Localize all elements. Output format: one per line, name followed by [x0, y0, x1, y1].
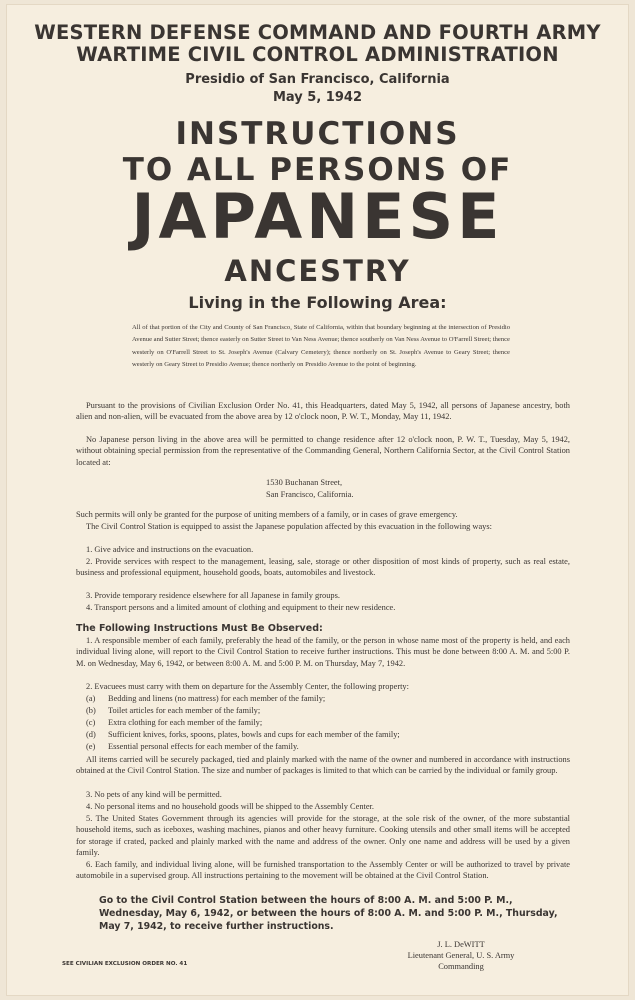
- paragraph-permits: Such permits will only be granted for the purpose of uniting members of a family, or in cases of grave emergency.: [76, 510, 458, 519]
- property-item: [86, 693, 570, 704]
- paragraph-packaging: All items carried will be securely packaged, tied and plainly marked with the name of the owner and numbered in accordance with instructions obtained at the Civil Control Station. The size and number of packages is limited to that which can be carried by the individual or family group.: [76, 755, 570, 776]
- header-location: Presidio of San Francisco, California: [185, 72, 450, 87]
- instruction-3: 3. No pets of any kind will be permitted.: [86, 790, 222, 799]
- property-label: (a): [86, 694, 96, 703]
- paragraph-station-services: The Civil Control Station is equipped to assist the Japanese population affected by this evacuation in the following ways:: [86, 522, 492, 531]
- header-date: May 5, 1942: [272, 90, 362, 105]
- service-item: 3. Provide temporary residence elsewhere for all Japanese in family groups.: [86, 591, 340, 600]
- property-text: Essential personal effects for each member of the family.: [108, 742, 299, 751]
- paragraph-residence-change: No Japanese person living in the above area will be permitted to change residence after 12 o'clock noon, P. W. T., Tuesday, May 5, 1942, without obtaining special permission from the representative of the Commanding General, Northern California Sector, at the Civil Control Station located at:: [76, 435, 570, 467]
- signature-name: J. L. DeWITT: [437, 940, 485, 949]
- signature-title: Commanding: [438, 962, 484, 971]
- instructions-heading: The Following Instructions Must Be Observed:: [76, 623, 323, 634]
- service-item: 2. Provide services with respect to the management, leasing, sale, storage or other disposition of most kinds of property, such as real estate, business and professional equipment, household goods, boats, automobiles and livestock.: [76, 557, 570, 578]
- instruction-5: 5. The United States Government through its agencies will provide for the storage, at the sole risk of the owner, of the more substantial household items, such as iceboxes, washing machines, pianos and other heavy furniture. Cooking utensils and other small items will be accepted for storage if crated, packed and plainly marked with the name and address of the owner. Only one name and address will be used by a given family.: [76, 814, 570, 858]
- service-item: 4. Transport persons and a limited amount of clothing and equipment to their new residence.: [86, 603, 396, 612]
- instruction-1: 1. A responsible member of each family, preferably the head of the family, or the person in whose name most of the property is held, and each individual living alone, will report to the Civil Control Station to receive further instructions. This must be done between 8:00 A. M. and 5:00 P. M. on Wednesday, May 6, 1942, or between 8:00 A. M. and 5:00 P. M. on Thursday, May 7, 1942.: [76, 636, 570, 668]
- title-japanese: JAPANESE: [131, 180, 504, 253]
- property-label: (e): [86, 742, 96, 751]
- instruction-6: 6. Each family, and individual living alone, will be furnished transportation to the Assembly Center or will be authorized to travel by private automobile in a supervised group. All instructions pertaining to the movement will be obtained at the Civil Control Station.: [76, 860, 570, 881]
- property-label: (b): [86, 706, 96, 715]
- property-text: Sufficient knives, forks, spoons, plates, bowls and cups for each member of the family;: [108, 730, 400, 739]
- property-text: Extra clothing for each member of the family;: [108, 718, 263, 727]
- title-line-1: INSTRUCTIONS: [175, 116, 460, 152]
- signature-rank: Lieutenant General, U. S. Army: [407, 951, 515, 960]
- title-line-2: TO ALL PERSONS OF: [122, 152, 513, 188]
- address-line-2: San Francisco, California.: [266, 490, 354, 499]
- property-label: (d): [86, 730, 96, 739]
- footer-order-reference: SEE CIVILIAN EXCLUSION ORDER NO. 41: [62, 961, 188, 967]
- instruction-2: 2. Evacuees must carry with them on departure for the Assembly Center, the following property:: [86, 682, 409, 691]
- poster: [6, 4, 629, 996]
- area-subtitle: Living in the Following Area:: [188, 293, 447, 312]
- header-line-2: WARTIME CIVIL CONTROL ADMINISTRATION: [76, 43, 559, 66]
- property-item: [86, 705, 570, 716]
- title-line-4: ANCESTRY: [224, 254, 411, 288]
- property-item: [86, 741, 570, 752]
- address-line-1: 1530 Buchanan Street,: [266, 478, 343, 487]
- property-item: [86, 729, 570, 740]
- property-item: [86, 717, 570, 728]
- property-text: Toilet articles for each member of the family;: [108, 706, 261, 715]
- instruction-4: 4. No personal items and no household goods will be shipped to the Assembly Center.: [86, 802, 374, 811]
- area-description: All of that portion of the City and County of San Francisco, State of California, within that boundary beginning at the intersection of Presidio Avenue and Sutter Street; thence easterly on Sutter Street to Van Ness Avenue; thence southerly on Van Ness Avenue to O'Farrell Street; thence westerly on O'Farrell Street to St. Joseph's Avenue (Calvary Cemetery); thence northerly on St. Joseph's Avenue to Geary Street; thence westerly on Geary Street to Presidio Avenue; thence northerly on Presidio Avenue to the point of beginning.: [132, 324, 510, 369]
- header-line-1: WESTERN DEFENSE COMMAND AND FOURTH ARMY: [34, 21, 601, 44]
- service-item: 1. Give advice and instructions on the evacuation.: [86, 545, 254, 554]
- final-notice: Go to the Civil Control Station between the hours of 8:00 A. M. and 5:00 P. M., Wednesday, May 6, 1942, or between the hours of 8:00 A. M. and 5:00 P. M., Thursday, May 7, 1942, to receive further instructions.: [99, 895, 558, 933]
- property-text: Bedding and linens (no mattress) for each member of the family;: [108, 694, 326, 703]
- paragraph-exclusion-order: Pursuant to the provisions of Civilian Exclusion Order No. 41, this Headquarters, dated May 5, 1942, all persons of Japanese ancestry, both alien and non-alien, will be evacuated from the above area by 12 o'clock noon, P. W. T., Monday, May 11, 1942.: [76, 401, 570, 422]
- property-label: (c): [86, 718, 96, 727]
